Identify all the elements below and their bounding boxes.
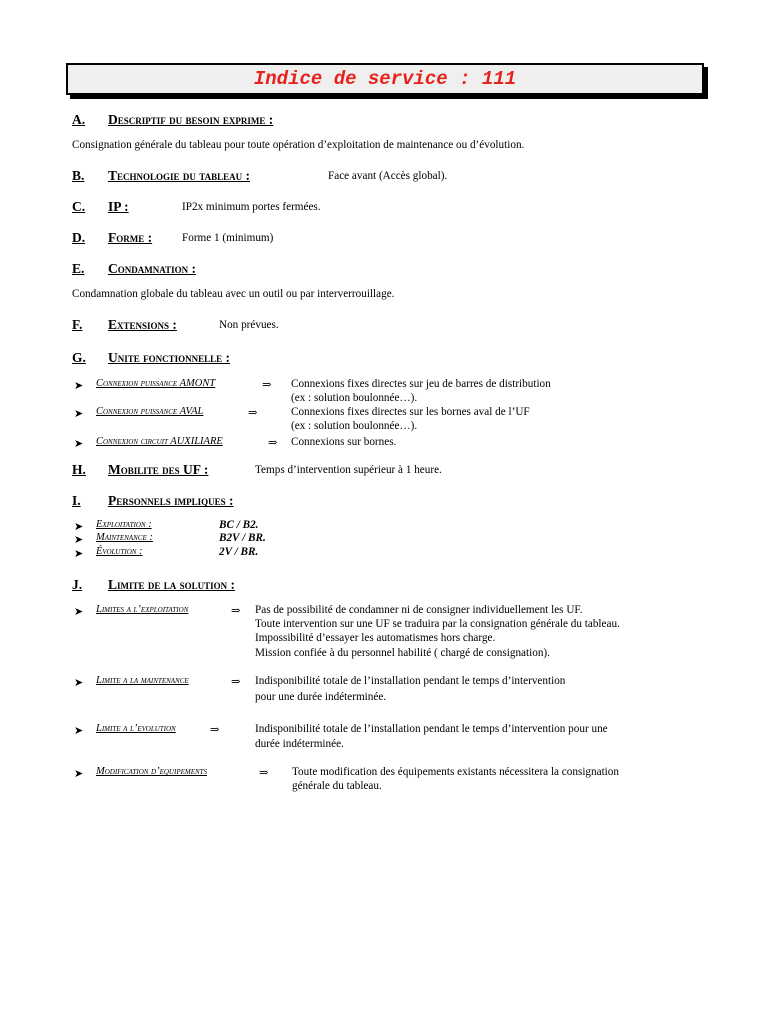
section-g-heading	[72, 350, 230, 366]
section-d-text: Forme 1 (minimum)	[182, 232, 274, 244]
section-e-name: Condamnation :	[108, 261, 196, 276]
arrow-icon: ⇒	[248, 407, 258, 419]
bullet-icon: ➤	[74, 521, 84, 533]
list-item-text: Indisponibilité totale de l’installation pendant le temps d’intervention pour une	[255, 723, 608, 735]
section-h-name: Mobilite des UF :	[108, 462, 209, 477]
section-f-letter: F.	[72, 317, 83, 332]
section-g-letter: G.	[72, 350, 86, 365]
list-item-text: Impossibilité d’essayer les automatismes hors charge.	[255, 632, 496, 644]
title-box	[66, 63, 704, 95]
arrow-icon: ⇒	[210, 724, 220, 736]
bullet-icon: ➤	[74, 438, 84, 450]
list-item-text: Connexions fixes directes sur les bornes aval de l’UF	[291, 406, 530, 418]
section-h-letter: H.	[72, 462, 86, 477]
list-item-label: Limite a la maintenance	[96, 675, 189, 686]
list-item-label: Limite a l’evolution	[96, 723, 176, 734]
bullet-icon: ➤	[74, 677, 84, 689]
section-a-name: Descriptif du besoin exprime :	[108, 112, 274, 127]
section-c-name: IP :	[108, 199, 129, 214]
section-e-text: Condamnation globale du tableau avec un outil ou par interverrouillage.	[72, 288, 395, 300]
section-d-letter: D.	[72, 230, 86, 245]
list-item-text: Connexions sur bornes.	[291, 436, 397, 448]
section-a-heading	[72, 112, 273, 128]
list-item-text: (ex : solution boulonnée…).	[291, 392, 418, 404]
section-d-heading	[72, 230, 152, 246]
section-e-heading	[72, 261, 196, 277]
section-b-letter: B.	[72, 168, 85, 183]
list-item-text: Connexions fixes directes sur jeu de barres de distribution	[291, 378, 551, 390]
section-f-heading	[72, 317, 177, 333]
section-c-text: IP2x minimum portes fermées.	[182, 201, 321, 213]
section-c-heading	[72, 199, 129, 215]
list-item-label: Maintenance :	[96, 532, 153, 543]
section-b-heading	[72, 168, 250, 184]
list-item-text: Mission confiée à du personnel habilité ( chargé de consignation).	[255, 647, 550, 659]
section-a-text: Consignation générale du tableau pour toute opération d’exploitation de maintenance ou d’évolution.	[72, 139, 525, 151]
section-j-name: Limite de la solution :	[108, 577, 236, 592]
bullet-icon: ➤	[74, 768, 84, 780]
arrow-icon: ⇒	[231, 605, 241, 617]
list-item-label: Exploitation :	[96, 519, 152, 530]
arrow-icon: ⇒	[231, 676, 241, 688]
section-i-name: Personnels impliques :	[108, 493, 234, 508]
list-item-text: générale du tableau.	[292, 780, 382, 792]
bullet-icon: ➤	[74, 534, 84, 546]
list-item-label: Limites a l’exploitation	[96, 604, 189, 615]
section-g-name: Unite fonctionnelle :	[108, 350, 231, 365]
list-item-label: Connexion puissance AVAL	[96, 406, 204, 417]
list-item-value: BC / B2.	[219, 519, 259, 531]
section-e-letter: E.	[72, 261, 85, 276]
section-d-name: Forme :	[108, 230, 153, 245]
page-title: Indice de service : 111	[253, 68, 517, 90]
list-item-label: Modification d’equipements	[96, 766, 208, 777]
section-c-letter: C.	[72, 199, 86, 214]
section-a-letter: A.	[72, 112, 86, 127]
arrow-icon: ⇒	[259, 767, 269, 779]
list-item-text: Toute modification des équipements existants nécessitera la consignation	[292, 766, 619, 778]
list-item-label: Évolution :	[96, 546, 143, 557]
section-b-name: Technologie du tableau :	[108, 168, 250, 183]
arrow-icon: ⇒	[268, 437, 278, 449]
section-f-name: Extensions :	[108, 317, 177, 332]
section-i-letter: I.	[72, 493, 81, 508]
list-item-value: B2V / BR.	[219, 532, 266, 544]
section-j-heading	[72, 577, 235, 593]
section-f-text: Non prévues.	[219, 319, 279, 331]
list-item-text: Toute intervention sur une UF se traduira par la consignation générale du tableau.	[255, 618, 620, 630]
section-j-letter: J.	[72, 577, 83, 592]
list-item-label: Connexion puissance AMONT	[96, 378, 216, 389]
section-h-text: Temps d’intervention supérieur à 1 heure.	[255, 464, 442, 476]
list-item-text: pour une durée indéterminée.	[255, 691, 387, 703]
list-item-label: Connexion circuit AUXILIARE	[96, 436, 223, 447]
section-h-heading	[72, 462, 208, 478]
arrow-icon: ⇒	[262, 379, 272, 391]
section-i-heading	[72, 493, 234, 509]
list-item-text: Pas de possibilité de condamner ni de consigner individuellement les UF.	[255, 604, 583, 616]
list-item-text: Indisponibilité totale de l’installation pendant le temps d’intervention	[255, 675, 566, 687]
bullet-icon: ➤	[74, 725, 84, 737]
bullet-icon: ➤	[74, 380, 84, 392]
bullet-icon: ➤	[74, 548, 84, 560]
bullet-icon: ➤	[74, 408, 84, 420]
list-item-value: 2V / BR.	[219, 546, 259, 558]
section-b-text: Face avant (Accès global).	[328, 170, 448, 182]
bullet-icon: ➤	[74, 606, 84, 618]
list-item-text: durée indéterminée.	[255, 738, 344, 750]
list-item-text: (ex : solution boulonnée…).	[291, 420, 418, 432]
